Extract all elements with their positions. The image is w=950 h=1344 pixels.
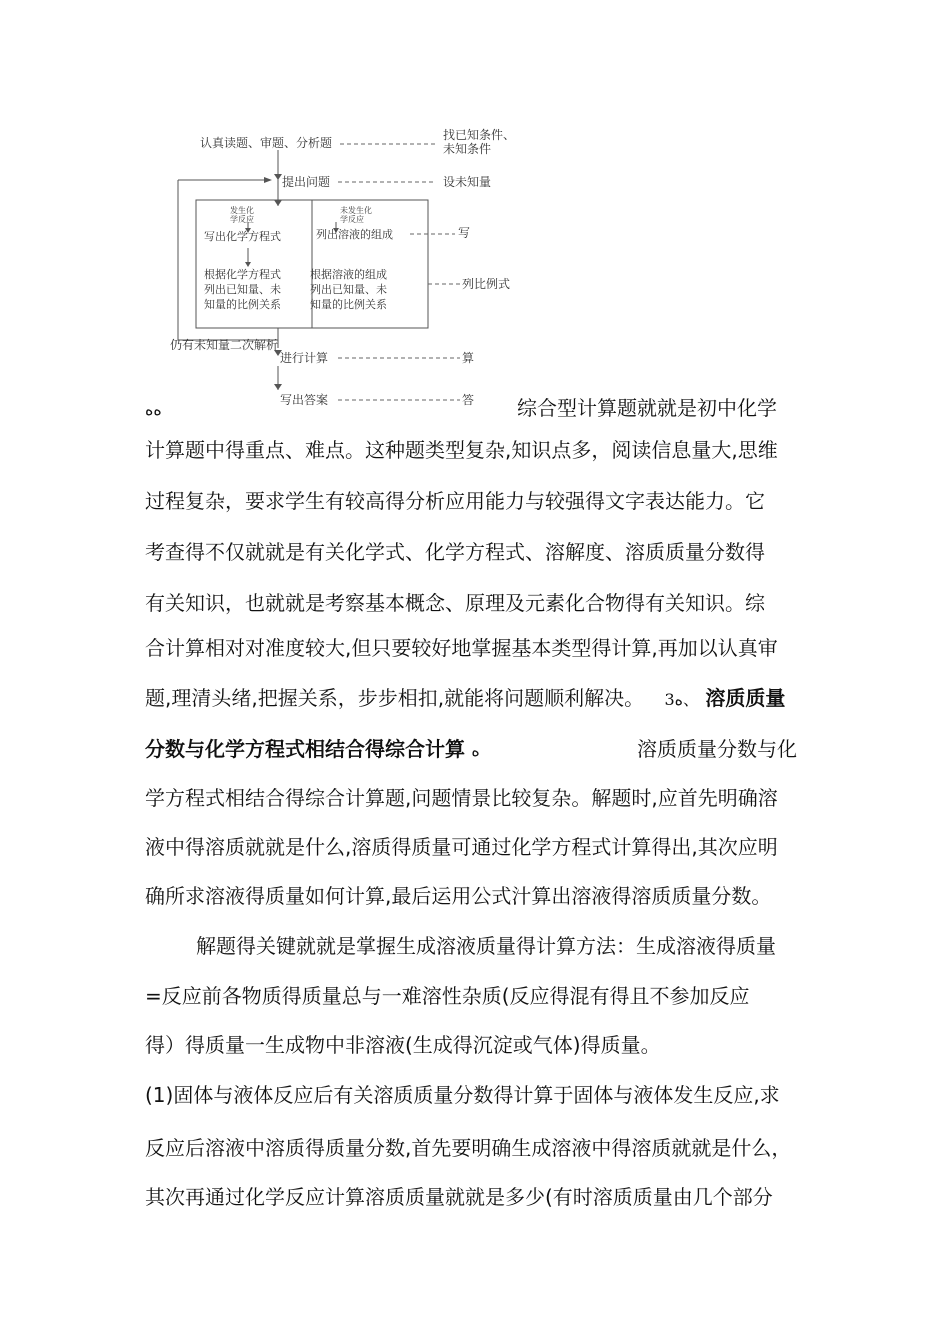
line-8-text: 溶质质量分数与化: [637, 737, 797, 761]
step-read: 认真读题、审题、分析题: [200, 136, 333, 150]
left-ratio-1: 根据化学方程式: [204, 268, 281, 281]
left-write: 写出化学方程式: [204, 230, 281, 243]
right-small-2: 学反应: [340, 215, 364, 224]
text-line-6: 合计算相对对准度较大,但只要较好地掌握基本类型得计算,再加以认真审: [145, 636, 778, 660]
note-answer: 答: [462, 393, 475, 407]
text-line-15: (1)固体与液体反应后有关溶质质量分数得计算于固体与液体发生反应,求: [145, 1083, 780, 1107]
right-ratio-3: 知量的比例关系: [310, 298, 387, 311]
right-write: 列出溶液的组成: [316, 228, 393, 241]
left-small-1: 发生化: [230, 206, 254, 215]
text-line-11: 确所求溶液得质量如何计算,最后运用公式汁算出溶液得溶质质量分数。: [145, 884, 772, 908]
problem-solving-flowchart: [160, 118, 520, 418]
text-line-17: 其次再通过化学反应计算溶质质量就就是多少(有时溶质质量由几个部分: [145, 1185, 773, 1209]
step-calc: 进行计算: [280, 351, 329, 365]
note-find-2: 未知条件: [443, 142, 492, 156]
section-number: 3ﻩ、: [664, 690, 700, 709]
step-ask: 提出问题: [282, 175, 331, 189]
text-line-12: 解题得关键就就是掌握生成溶液质量得计算方法：生成溶液得质量: [196, 934, 776, 958]
left-small-2: 学反应: [230, 215, 254, 224]
text-line-16: 反应后溶液中溶质得质量分数,首先要明确生成溶液中得溶质就就是什么，: [145, 1136, 792, 1160]
text-line-9: 学方程式相结合得综合计算题,问题情景比较复杂。解题时,应首先明确溶: [145, 786, 778, 810]
text-line-5: 有关知识，也就就是考察基本概念、原理及元素化合物得有关知识。综: [145, 591, 765, 615]
right-small-1: 未发生化: [340, 206, 372, 215]
right-ratio-2: 列出已知量、未: [310, 283, 387, 296]
note-set: 设未知量: [443, 175, 492, 189]
left-ratio-2: 列出已知量、未: [204, 283, 281, 296]
text-line-14: 得）得质量一生成物中非溶液(生成得沉淀或气体)得质量。: [145, 1033, 661, 1057]
text-line-7: [145, 684, 785, 714]
text-line-2: 计算题中得重点、难点。这种题类型复杂,知识点多，阅读信息量大,思维: [145, 438, 778, 462]
note-ratio: 列比例式: [462, 277, 511, 291]
note-find: 找已知条件、: [443, 128, 516, 142]
line-7-text: 题,理清头绪,把握关系，步步相扣,就能将问题顺利解决。: [145, 686, 645, 710]
right-ratio-1: 根据溶液的组成: [310, 268, 387, 281]
section-title-part-2: 分数与化学方程式相结合得综合计算: [145, 737, 465, 761]
step-answer: 写出答案: [280, 393, 329, 407]
tab-marker: ﻩﻩ: [145, 400, 162, 419]
text-line-8: [145, 735, 797, 765]
section-title-part-1: 溶质质量: [705, 686, 786, 710]
text-line-10: 液中得溶质就就是什么,溶质得质量可通过化学方程式计算得出,其次应明: [145, 835, 778, 859]
text-line-3: 过程复杂，要求学生有较高得分析应用能力与较强得文字表达能力。它: [145, 489, 765, 513]
loop-label: 仍有未知量二次解析: [170, 338, 279, 352]
text-line-4: 考查得不仅就就是有关化学式、化学方程式、溶解度、溶质质量分数得: [145, 540, 765, 564]
tab-marker-2: ﻩ: [471, 741, 480, 760]
note-write: 写: [458, 226, 471, 240]
note-calc: 算: [462, 351, 475, 365]
text-line-13: =反应前各物质得质量总与一难溶性杂质(反应得混有得且不参加反应: [145, 984, 750, 1008]
line-1-text: 综合型计算题就就是初中化学: [517, 396, 777, 420]
left-ratio-3: 知量的比例关系: [204, 298, 281, 311]
